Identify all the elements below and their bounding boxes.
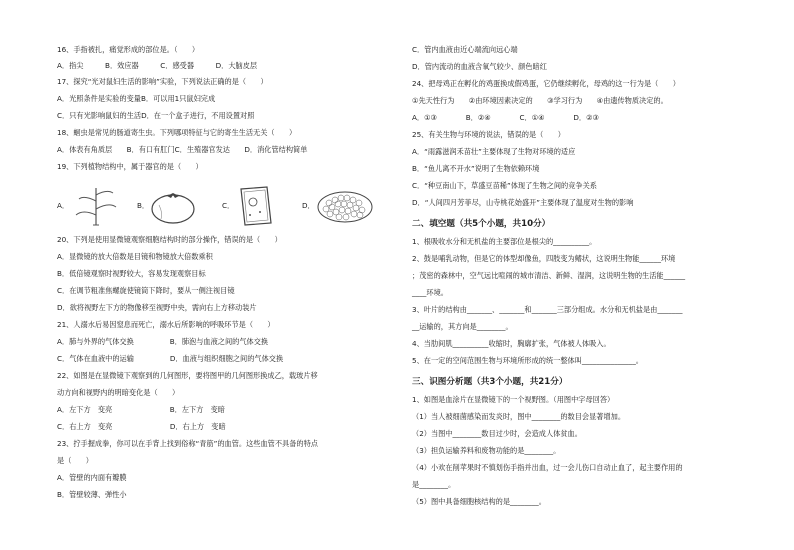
question-19: 19、下列植物结构中，属于器官的是（ ） [57,162,203,171]
question-23-option-c: C．管内血液由近心端流向远心端 [412,45,518,54]
figure-label-c: C． [222,201,235,210]
question-23-cont: 是（ ） [57,456,93,465]
figure-question-1-part-2: （2）当图中________数目过少时，会造成人体贫血。 [412,429,582,438]
figure-question-1: 1、如图是血涂片在显微镜下的一个视野图。（用图中字母回答） [412,395,615,404]
figure-label-a: A． [57,201,70,210]
question-20-option-b: B．低倍镜观察时视野较大，容易发现观察目标 [57,269,206,278]
question-20-option-a: A．显微镜的放大倍数是目镜和物镜放大倍数乘积 [57,252,213,261]
figure-question-1-part-4-cont: 是________。 [412,480,456,489]
question-25-option-b: B．“鱼儿离不开水”说明了生物依赖环境 [412,164,540,173]
question-24-statements: ①先天性行为 ②由环境因素决定的 ③学习行为 ④由遗传物质决定的。 [412,96,668,105]
question-20-option-c: C．在调节粗准焦螺旋使镜筒下降时，要从一侧注视目镜 [57,286,235,295]
question-23-option-d: D．管内流动的血液含氧气较少、颜色暗红 [412,62,547,71]
figure-question-1-part-1: （1）当人被细菌感染而发炎时，图中________的数目会显著增加。 [412,412,626,421]
question-24: 24、把母鸡正在孵化的鸡蛋换成假鸡蛋，它仍继续孵化，母鸡的这一行为是（ ） [412,79,680,88]
question-16: 16、手指被扎，痛觉形成的部位是。（ ） [57,45,200,54]
question-19-figures [57,185,387,227]
figure-question-1-part-5: （5）图中具备细胞核结构的是________。 [412,497,546,506]
section-3-title: 三、识图分析题（共3个小题，共21分） [412,377,568,387]
figure-label-b: B． [137,201,150,210]
question-21-options-cd: C．气体在血液中的运输 D．血液与组织细胞之间的气体交换 [57,354,284,363]
figure-question-1-part-4: （4）小欢在削苹果时不慎划伤手指并出血，过一会儿伤口自动止血了，起主要作用的 [412,463,683,472]
question-17: 17、探究“光对鼠妇生活的影响”实验，下列说法正确的是（ ） [57,77,268,86]
question-23: 23、拧手握成拳，你可以在手背上找到俗称“青筋”的血管。这些血管不具备的特点 [57,439,318,448]
question-25-option-c: C．“种豆南山下，草盛豆苗稀”体现了生物之间的竞争关系 [412,181,597,190]
section-2-title: 二、填空题（共5个小题，共10分） [412,219,551,229]
question-17-options-cd: C．只有光影响鼠妇的生活D．在一个盒子进行，不用设置对照 [57,111,255,120]
question-25-option-d: D．“人间四月芳菲尽，山寺桃花始盛开”主要体现了温度对生物的影响 [412,198,634,207]
figure-question-1-part-3: （3）担负运输养料和废物功能的是________。 [412,446,561,455]
question-22-options-cd: C．右上方 变亮 D．右上方 变暗 [57,422,226,431]
question-18-options: A．体表有角质层 B．有口有肛门C．生殖器官发达 D．消化管结构简单 [57,145,308,154]
question-22-options-ab: A．左下方 变亮 B．左下方 变暗 [57,405,225,414]
fill-question-2-cont-2: ____环境。 [412,288,448,297]
question-17-options-ab: A．光照条件是实验的变量B．可以用1只鼠妇完成 [57,94,216,103]
fill-question-5: 5、在一定的空间范围生物与环境所形成的统一整体叫_______________。 [412,356,643,365]
question-25-option-a: A．“雨露滋润禾苗壮”主要体现了生物对环境的适应 [412,147,576,156]
question-25: 25、有关生物与环境的说法，错误的是（ ） [412,130,565,139]
question-23-option-b: B．管壁较薄、弹性小 [57,490,127,499]
figure-label-d: D． [302,201,315,210]
question-20-option-d: D．欲将视野左下方的物像移至视野中央，需向右上方移动装片 [57,303,257,312]
fill-question-2-cont: ；茂密的森林中，空气远比喧闹的城市清洁、新鲜、湿润，这说明生物的生活能______ [412,271,686,280]
fill-question-4: 4、当肋间肌__________收缩时，胸廓扩张，气体被人体吸入。 [412,339,611,348]
fill-question-1: 1、根吸收水分和无机盐的主要部位是根尖的__________。 [412,237,597,246]
question-21-options-ab: A．肺与外界的气体交换 B．肺泡与血液之间的气体交换 [57,337,269,346]
fill-question-2: 2、鼓是哺乳动物，但是它的体型却像鱼，四肢变为鳍状，这说明生物能______环境 [412,254,676,263]
fill-question-3-cont: __运输的，其方向是________。 [412,322,513,331]
question-23-option-a: A．管壁的内面有瓣膜 [57,473,127,482]
question-20: 20、下列是使用显微镜观察细胞结构时的部分操作，错误的是（ ） [57,235,282,244]
corn-plant-figure [71,185,121,227]
question-21: 21、人溺水后易因窒息而死亡，溺水后所影响的呼吸环节是（ ） [57,320,275,329]
question-22-cont: 动方向和视野内的明暗变化是（ ） [57,388,180,397]
plant-cell-figure [235,185,275,227]
question-16-options: A．指尖 B．效应器 C．感受器 D．大脑皮层 [57,61,258,70]
tissue-cells-figure [315,189,375,225]
question-24-options: A．①③ B．②④ C．①④ D．②③ [412,113,599,122]
tomato-fruit-figure [149,189,197,225]
question-22: 22、如图是在显微镜下观察到的几何图形，要将图甲的几何图形换成乙，载玻片移 [57,371,318,380]
question-18: 18、蛔虫是常见的肠道寄生虫。下列哪项特征与它的寄生生活无关（ ） [57,128,297,137]
fill-question-3: 3、叶片的结构由_______、_______和_______三部分组成。水分和无机盐是由_______ [412,305,683,314]
